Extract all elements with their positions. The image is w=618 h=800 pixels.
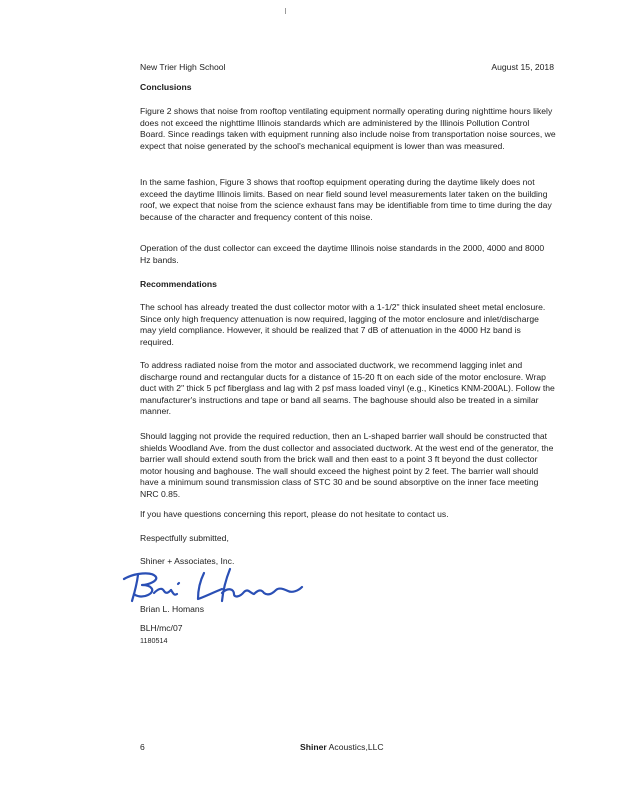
header-school: New Trier High School [140, 62, 226, 72]
recommendations-paragraph-2: To address radiated noise from the motor and associated ductwork, we recommend lagging inlet and discharge round and rectangular ducts for a distance of 15-20 ft on each side of the motor enclosure. Wrap duct with 2" thick 5 pcf fiberglass and lag with 2 psf mass loaded vinyl (e.g., Kinetics KNM-200AL). Follow the manufacturer's instructions and tape or band all seams. The baghouse should also be treated in a similar manner. [140, 360, 555, 416]
scan-mark [285, 8, 286, 14]
recommendations-heading: Recommendations [140, 279, 217, 289]
recommendations-paragraph-1: The school has already treated the dust collector motor with a 1-1/2" thick insulated sheet metal enclosure. Since only high frequency attenuation is now required, lagging of the motor enclosure and inlet/discharge may yield compliance. However, it should be realized that 7 dB of attenuation in the 4000 Hz band is required. [140, 302, 546, 347]
footer-brand-bold: Shiner [300, 742, 327, 752]
footer-brand [300, 742, 384, 754]
conclusions-heading: Conclusions [140, 82, 192, 92]
reference-number: 1180514 [140, 636, 168, 645]
page-number: 6 [140, 742, 145, 752]
sign-off: Respectfully submitted, [140, 533, 229, 543]
handwritten-signature [118, 563, 318, 609]
recommendations-paragraph-3: Should lagging not provide the required reduction, then an L-shaped barrier wall should be constructed that shields Woodland Ave. from the dust collector and associated ductwork. At the west end of the generator, the barrier wall should extend south from the brick wall and then east to a point 3 ft beyond the dust collector motor housing and baghouse. The wall should exceed the highest point by 2 feet. The barrier wall should have a minimum sound transmission class of STC 30 and be sound absorptive on the inner face meeting NRC 0.85. [140, 431, 554, 499]
conclusions-paragraph-3: Operation of the dust collector can exceed the daytime Illinois noise standards in the 2000, 4000 and 8000 Hz bands. [140, 243, 545, 265]
company-name: Shiner + Associates, Inc. [140, 556, 235, 566]
contact-line: If you have questions concerning this report, please do not hesitate to contact us. [140, 509, 449, 519]
conclusions-paragraph-2: In the same fashion, Figure 3 shows that rooftop equipment operating during the daytime likely does not exceed the daytime Illinois limits. Based on near field sound level measurements later taken on the building roof, we expect that noise from the science exhaust fans may be identifiable from time to time during the day because of the character and frequency content of this noise. [140, 177, 552, 222]
signer-name: Brian L. Homans [140, 604, 205, 614]
conclusions-paragraph-1: Figure 2 shows that noise from rooftop ventilating equipment normally operating during nighttime hours likely does not exceed the nighttime Illinois standards which are administered by the Illinois Pollution Control Board. Since readings taken with equipment running also include noise from transportation noise sources, we expect that noise generated by the school's mechanical equipment is lower than was measured. [140, 106, 556, 151]
header-date: August 15, 2018 [491, 62, 554, 72]
footer-brand-rest: Acoustics,LLC [326, 742, 384, 752]
reference-initials: BLH/mc/07 [140, 623, 183, 633]
